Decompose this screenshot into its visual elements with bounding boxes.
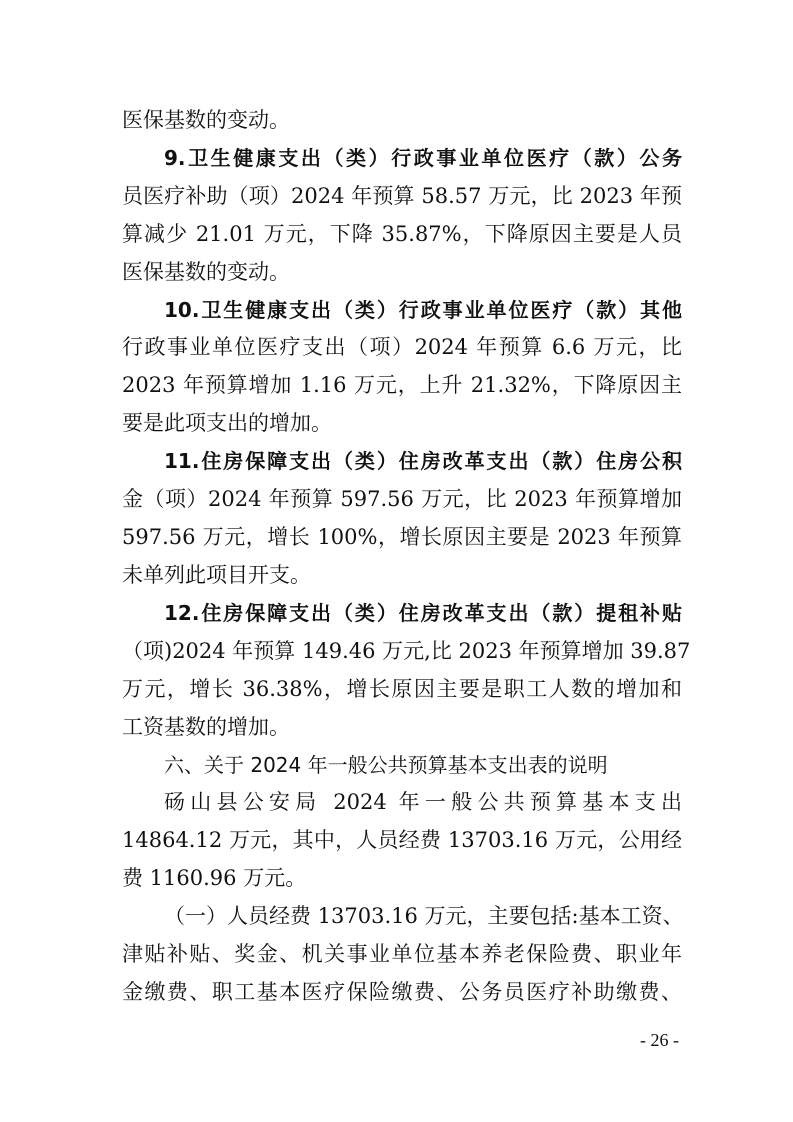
paragraph-line: 医保基数的变动。 bbox=[122, 108, 290, 132]
paragraph-line: 金（项）2024 年预算 597.56 万元，比 2023 年预算增加 bbox=[122, 487, 682, 511]
paragraph-line: 597.56 万元，增长 100%，增长原因主要是 2023 年预算 bbox=[122, 525, 682, 549]
paragraph-line: （一）人员经费 13703.16 万元，主要包括:基本工资、 bbox=[164, 904, 684, 928]
paragraph-line: 万元，增长 36.38%，增长原因主要是职工人数的增加和 bbox=[122, 677, 682, 701]
paragraph-line: 砀山县公安局 2024 年一般公共预算基本支出 bbox=[164, 790, 682, 814]
paragraph-line: 金缴费、职工基本医疗保险缴费、公务员医疗补助缴费、 bbox=[122, 980, 682, 1004]
paragraph-line: 费 1160.96 万元。 bbox=[122, 866, 307, 890]
paragraph-line: 医保基数的变动。 bbox=[122, 260, 290, 284]
section-heading: 六、关于 2024 年一般公共预算基本支出表的说明 bbox=[164, 753, 608, 777]
paragraph-line: 未单列此项目开支。 bbox=[122, 563, 311, 587]
paragraph-line: （项)2024 年预算 149.46 万元,比 2023 年预算增加 39.87 bbox=[122, 639, 691, 663]
paragraph-line: 算减少 21.01 万元，下降 35.87%，下降原因主要是人员 bbox=[122, 222, 682, 246]
paragraph-line: 员医疗补助（项）2024 年预算 58.57 万元，比 2023 年预 bbox=[122, 184, 682, 208]
paragraph-line: 津贴补贴、奖金、机关事业单位基本养老保险费、职业年 bbox=[122, 942, 682, 966]
paragraph-line: 行政事业单位医疗支出（项）2024 年预算 6.6 万元，比 bbox=[122, 335, 682, 359]
paragraph-heading-9: 9.卫生健康支出（类）行政事业单位医疗（款）公务 bbox=[164, 146, 682, 170]
paragraph-heading-12: 12.住房保障支出（类）住房改革支出（款）提租补贴 bbox=[164, 601, 682, 625]
paragraph-heading-10: 10.卫生健康支出（类）行政事业单位医疗（款）其他 bbox=[164, 298, 682, 322]
page-number: - 26 - bbox=[640, 1030, 679, 1050]
paragraph-heading-11: 11.住房保障支出（类）住房改革支出（款）住房公积 bbox=[164, 449, 682, 473]
paragraph-line: 14864.12 万元，其中，人员经费 13703.16 万元，公用经 bbox=[122, 828, 682, 852]
paragraph-line: 要是此项支出的增加。 bbox=[122, 411, 332, 435]
paragraph-line: 2023 年预算增加 1.16 万元，上升 21.32%，下降原因主 bbox=[122, 373, 682, 397]
paragraph-line: 工资基数的增加。 bbox=[122, 715, 290, 739]
